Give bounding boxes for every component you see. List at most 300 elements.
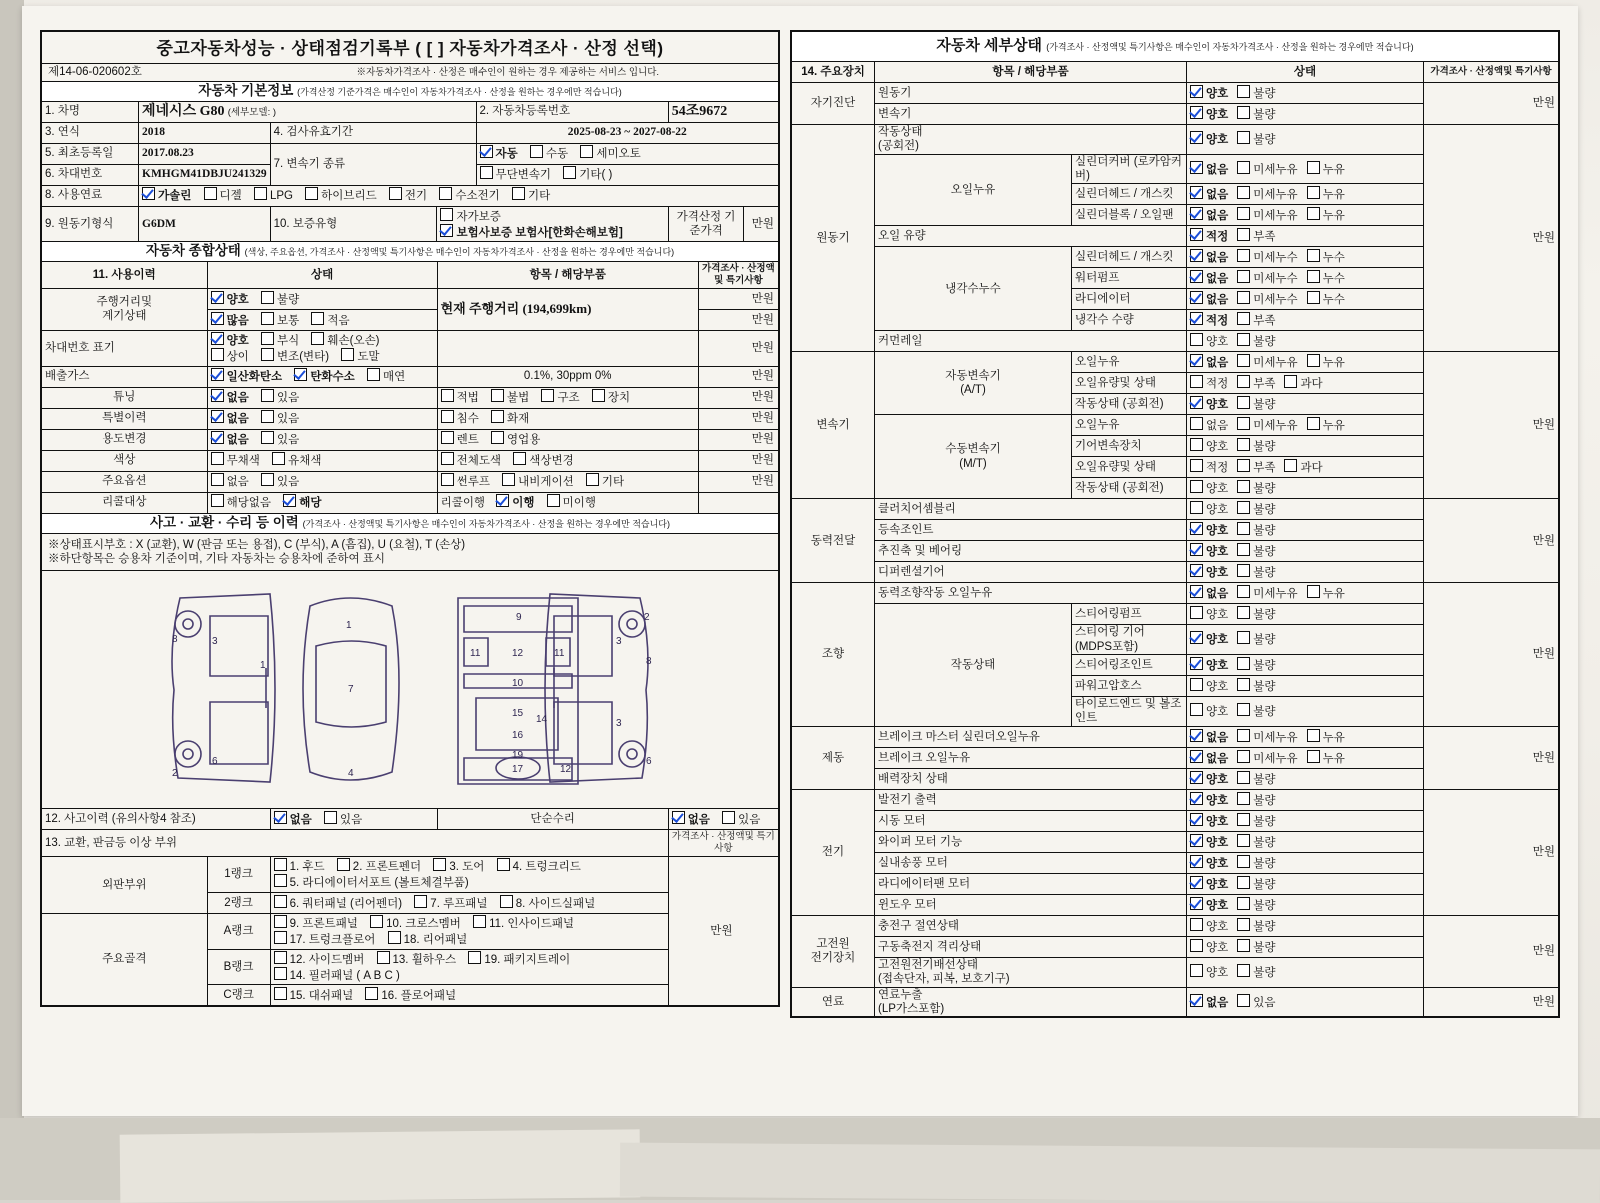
overall-special-state	[207, 408, 437, 429]
recall-prefix-label: 리콜이행	[440, 497, 486, 510]
detail-state-options	[1187, 310, 1424, 331]
rank-label-2: 2랭크	[207, 892, 270, 913]
opt-part-crossmember[interactable]: 10. 크로스멤버	[370, 915, 461, 931]
opt-미세누유[interactable]: 미세누유	[1237, 207, 1297, 223]
opt-양호[interactable]: 양호	[1190, 501, 1228, 517]
opt-누수[interactable]: 누수	[1307, 270, 1345, 286]
opt-양호[interactable]: 양호	[1190, 834, 1228, 850]
opt-미세누유[interactable]: 미세누유	[1237, 729, 1297, 745]
opt-불량[interactable]: 불량	[1237, 85, 1275, 101]
opt-양호[interactable]: 양호	[1190, 771, 1228, 787]
detail-section-price: 만원	[1424, 352, 1560, 499]
opt-part-floorpanel[interactable]: 16. 플로어패널	[365, 987, 456, 1003]
opt-part-trunkfloor[interactable]: 17. 트렁크플로어	[274, 931, 376, 947]
opt-usage-rent[interactable]: 렌트	[441, 431, 479, 447]
opt-양호[interactable]: 양호	[1190, 939, 1228, 955]
field-value-inspection: 2025-08-23 ~ 2027-08-22	[476, 122, 779, 143]
opt-미세누유[interactable]: 미세누유	[1237, 417, 1297, 433]
opt-누유[interactable]: 누유	[1307, 207, 1345, 223]
opt-없음[interactable]: 없음	[1190, 161, 1228, 177]
detail-section-7: 고전원 전기장치	[791, 915, 875, 987]
overall-recall-price	[698, 492, 779, 513]
opt-불량[interactable]: 불량	[1237, 480, 1275, 496]
opt-mileage-many[interactable]: 많음	[211, 312, 249, 328]
opt-recall-na[interactable]: 해당없음	[211, 494, 271, 510]
opt-부족[interactable]: 부족	[1237, 375, 1275, 391]
opt-mileage-few[interactable]: 적음	[311, 312, 349, 328]
detail-state-options	[1187, 726, 1424, 747]
svg-text:10: 10	[512, 677, 524, 689]
detail-section-1: 원동기	[791, 124, 875, 352]
opt-불량[interactable]: 불량	[1237, 564, 1275, 580]
opt-part-dashpanel[interactable]: 15. 대쉬패널	[274, 987, 354, 1003]
opt-양호[interactable]: 양호	[1190, 657, 1228, 673]
detail-subitem-label: 실린더블록 / 오일팬	[1072, 205, 1187, 226]
opt-part-rearpanel[interactable]: 18. 리어패널	[388, 931, 468, 947]
field-value-year: 2018	[139, 122, 271, 143]
overall-usage-state	[207, 429, 437, 450]
detail-table	[790, 30, 1560, 1018]
opt-없음[interactable]: 없음	[1190, 207, 1228, 223]
opt-tuning-yes[interactable]: 있음	[261, 389, 299, 405]
opt-part-insidepanel[interactable]: 11. 인사이드패널	[473, 915, 574, 931]
overall-tuning-price: 만원	[698, 387, 779, 408]
field-value-firstreg: 2017.08.23	[139, 143, 271, 164]
svg-text:7: 7	[348, 683, 354, 695]
opt-vin-erased[interactable]: 도말	[341, 348, 379, 364]
opt-불량[interactable]: 불량	[1237, 606, 1275, 622]
opt-transmission-semiauto[interactable]: 세미오토	[580, 145, 640, 161]
detail-subitem-label: 오일유량및 상태	[1072, 373, 1187, 394]
detail-state-options	[1187, 289, 1424, 310]
opt-tuning-device[interactable]: 장치	[592, 389, 630, 405]
svg-text:3: 3	[616, 635, 622, 647]
opt-mileage-good[interactable]: 양호	[211, 291, 249, 307]
opt-없음[interactable]: 없음	[1190, 186, 1228, 202]
detail-state-options	[1187, 103, 1424, 124]
detail-section-3: 동력전달	[791, 499, 875, 583]
opt-양호[interactable]: 양호	[1190, 131, 1228, 147]
detail-state-options	[1187, 394, 1424, 415]
opt-tuning-none[interactable]: 없음	[211, 389, 249, 405]
opt-special-flood[interactable]: 침수	[441, 410, 479, 426]
overall-tuning-item	[437, 387, 698, 408]
opt-part-hood[interactable]: 1. 후드	[274, 858, 325, 874]
detail-item-label: 등속조인트	[875, 520, 1187, 541]
opt-mileage-bad[interactable]: 불량	[261, 291, 299, 307]
overall-row-usage-label: 용도변경	[41, 429, 207, 450]
accident-history-label: 12. 사고이력 (유의사항4 참조)	[41, 809, 270, 830]
opt-누유[interactable]: 누유	[1307, 585, 1345, 601]
opt-color-chromatic[interactable]: 유채색	[272, 452, 321, 468]
opt-불량[interactable]: 불량	[1237, 897, 1275, 913]
opt-part-quarterpanel[interactable]: 6. 쿼터패널 (리어펜더)	[274, 895, 403, 911]
opt-part-packagetray[interactable]: 19. 패키지트레이	[468, 951, 570, 967]
opt-양호[interactable]: 양호	[1190, 106, 1228, 122]
opt-불량[interactable]: 불량	[1237, 657, 1275, 673]
car-diagram-svg	[60, 576, 760, 804]
opt-emission-co[interactable]: 일산화탄소	[211, 368, 283, 384]
overall-header-item: 항목 / 해당부품	[437, 262, 698, 289]
opt-recall-done[interactable]: 이행	[496, 494, 534, 510]
opt-vin-altered[interactable]: 변조(변타)	[261, 348, 329, 364]
opt-부족[interactable]: 부족	[1237, 228, 1275, 244]
opt-transmission-auto[interactable]: 자동	[480, 145, 518, 161]
detail-item-label: 배력장치 상태	[875, 768, 1187, 789]
left-page-column	[40, 30, 780, 1007]
opt-fuel-gasoline[interactable]: 가솔린	[142, 187, 191, 203]
opt-누유[interactable]: 누유	[1307, 354, 1345, 370]
opt-part-trunklid[interactable]: 4. 트렁크리드	[497, 858, 581, 874]
detail-item-label: 라디에이터팬 모터	[875, 873, 1187, 894]
overall-color-item	[437, 450, 698, 471]
svg-text:2: 2	[644, 611, 650, 623]
opt-적정[interactable]: 적정	[1190, 228, 1228, 244]
opt-recall-applicable[interactable]: 해당	[283, 494, 321, 510]
opt-누수[interactable]: 누수	[1307, 249, 1345, 265]
opt-미세누유[interactable]: 미세누유	[1237, 354, 1297, 370]
rank-items-1	[270, 857, 668, 893]
detail-item-label: 클러치어셈블리	[875, 499, 1187, 520]
overall-mileage-price: 만원	[698, 288, 779, 309]
opt-emission-hc[interactable]: 탄화수소	[294, 368, 354, 384]
opt-불량[interactable]: 불량	[1237, 333, 1275, 349]
detail-item-label: 오일 유량	[875, 226, 1187, 247]
field-label-enginetype: 9. 원동기형식	[41, 206, 139, 242]
detail-section-4: 조향	[791, 583, 875, 727]
opt-part-door[interactable]: 3. 도어	[433, 858, 484, 874]
opt-미세누수[interactable]: 미세누수	[1237, 270, 1297, 286]
opt-part-frontfender[interactable]: 2. 프론트펜더	[337, 858, 421, 874]
detail-header-item: 항목 / 해당부품	[875, 61, 1187, 82]
opt-special-yes[interactable]: 있음	[261, 410, 299, 426]
detail-state-options	[1187, 268, 1424, 289]
detail-row	[791, 82, 1559, 103]
field-label-carname: 1. 차명	[41, 101, 139, 122]
detail-item-label: 고전원전기배선상태 (접속단자, 피복, 보호기구)	[875, 957, 1187, 987]
detail-item-label: 시동 모터	[875, 810, 1187, 831]
left-edge-strip	[0, 0, 24, 1200]
opt-불량[interactable]: 불량	[1237, 813, 1275, 829]
opt-vin-damage[interactable]: 훼손(오손)	[311, 332, 379, 348]
opt-양호[interactable]: 양호	[1190, 678, 1228, 694]
opt-누유[interactable]: 누유	[1307, 729, 1345, 745]
detail-section-0: 자기진단	[791, 82, 875, 124]
overall-row-mileage-label: 주행거리및 계기상태	[41, 288, 207, 330]
overall-row-color-label: 색상	[41, 450, 207, 471]
opt-accident-none[interactable]: 없음	[274, 811, 312, 827]
overall-mileage-price2: 만원	[698, 309, 779, 330]
opt-fuel-hydrogen[interactable]: 수소전기	[439, 187, 499, 203]
opt-없음[interactable]: 없음	[1190, 994, 1228, 1010]
opt-양호[interactable]: 양호	[1190, 333, 1228, 349]
opt-불량[interactable]: 불량	[1237, 131, 1275, 147]
detail-section-price: 만원	[1424, 124, 1560, 352]
opt-불량[interactable]: 불량	[1237, 501, 1275, 517]
opt-양호[interactable]: 양호	[1190, 438, 1228, 454]
overall-emission-item: 0.1%, 30ppm 0%	[437, 366, 698, 387]
opt-불량[interactable]: 불량	[1237, 918, 1275, 934]
opt-tuning-illegal[interactable]: 불법	[491, 389, 529, 405]
detail-subitem-label: 스티어링펌프	[1072, 604, 1187, 625]
detail-state-options	[1187, 625, 1424, 655]
opt-없음[interactable]: 없음	[1190, 291, 1228, 307]
svg-text:4: 4	[348, 767, 354, 779]
opt-부족[interactable]: 부족	[1237, 459, 1275, 475]
opt-tuning-structure[interactable]: 구조	[541, 389, 579, 405]
detail-item-label: 브레이크 마스터 실린더오일누유	[875, 726, 1187, 747]
opt-양호[interactable]: 양호	[1190, 85, 1228, 101]
opt-양호[interactable]: 양호	[1190, 897, 1228, 913]
opt-미세누수[interactable]: 미세누수	[1237, 249, 1297, 265]
detail-subitem-label: 스티어링 기어 (MDPS포함)	[1072, 625, 1187, 655]
detail-state-options	[1187, 415, 1424, 436]
opt-양호[interactable]: 양호	[1190, 631, 1228, 647]
detail-row	[791, 987, 1559, 1017]
opt-누유[interactable]: 누유	[1307, 161, 1345, 177]
opt-navigation[interactable]: 내비게이션	[502, 473, 574, 489]
detail-rows-body	[791, 82, 1559, 1017]
opt-vin-corrosion[interactable]: 부식	[261, 332, 299, 348]
opt-part-wheelhouse[interactable]: 13. 휠하우스	[377, 951, 457, 967]
overall-mileage-item: 현재 주행거리 (194,699km)	[437, 288, 698, 330]
opt-불량[interactable]: 불량	[1237, 106, 1275, 122]
rank-items-2	[270, 892, 668, 913]
opt-미세누유[interactable]: 미세누유	[1237, 750, 1297, 766]
opt-color-fullpaint[interactable]: 전체도색	[441, 452, 501, 468]
opt-mainopt-none[interactable]: 없음	[211, 473, 249, 489]
opt-fuel-electric[interactable]: 전기	[389, 187, 427, 203]
opt-accident-yes[interactable]: 있음	[324, 811, 362, 827]
opt-누유[interactable]: 누유	[1307, 417, 1345, 433]
opt-simplerepair-yes[interactable]: 있음	[722, 811, 760, 827]
opt-part-sidesill[interactable]: 8. 사이드실패널	[500, 895, 595, 911]
opt-simplerepair-none[interactable]: 없음	[672, 811, 710, 827]
detail-state-options	[1187, 831, 1424, 852]
opt-양호[interactable]: 양호	[1190, 813, 1228, 829]
detail-state-options	[1187, 655, 1424, 676]
overall-options-item	[437, 471, 698, 492]
opt-양호[interactable]: 양호	[1190, 543, 1228, 559]
opt-special-none[interactable]: 없음	[211, 410, 249, 426]
opt-양호[interactable]: 양호	[1190, 606, 1228, 622]
opt-usage-none[interactable]: 없음	[211, 431, 249, 447]
overall-header-state: 상태	[207, 262, 437, 289]
overall-row-recall-label: 리콜대상	[41, 492, 207, 513]
opt-part-pillarpanel[interactable]: 14. 필러패널 ( A B C )	[274, 967, 400, 983]
detail-state-options	[1187, 247, 1424, 268]
opt-과다[interactable]: 과다	[1284, 375, 1322, 391]
opt-불량[interactable]: 불량	[1237, 834, 1275, 850]
opt-vin-diff[interactable]: 상이	[211, 348, 249, 364]
opt-불량[interactable]: 불량	[1237, 964, 1275, 980]
opt-fuel-hybrid[interactable]: 하이브리드	[305, 187, 377, 203]
opt-불량[interactable]: 불량	[1237, 438, 1275, 454]
opt-usage-yes[interactable]: 있음	[261, 431, 299, 447]
opt-vin-good[interactable]: 양호	[211, 332, 249, 348]
opt-mileage-normal[interactable]: 보통	[261, 312, 299, 328]
opt-양호[interactable]: 양호	[1190, 918, 1228, 934]
detail-subitem-label: 워터펌프	[1072, 268, 1187, 289]
opt-fuel-lpg[interactable]: LPG	[254, 187, 293, 203]
detail-state-options	[1187, 789, 1424, 810]
opt-part-frontpanel[interactable]: 9. 프론트패널	[274, 915, 358, 931]
detail-state-options	[1187, 331, 1424, 352]
detail-section-price: 만원	[1424, 987, 1560, 1017]
opt-양호[interactable]: 양호	[1190, 792, 1228, 808]
opt-양호[interactable]: 양호	[1190, 855, 1228, 871]
opt-누유[interactable]: 누유	[1307, 750, 1345, 766]
opt-적정[interactable]: 적정	[1190, 312, 1228, 328]
opt-fuel-diesel[interactable]: 디젤	[204, 187, 242, 203]
opt-불량[interactable]: 불량	[1237, 631, 1275, 647]
opt-transmission-cvt[interactable]: 무단변속기	[480, 166, 552, 182]
opt-없음[interactable]: 없음	[1190, 270, 1228, 286]
opt-과다[interactable]: 과다	[1284, 459, 1322, 475]
opt-양호[interactable]: 양호	[1190, 480, 1228, 496]
svg-text:3: 3	[616, 717, 622, 729]
opt-누유[interactable]: 누유	[1307, 186, 1345, 202]
detail-item-label: 실내송풍 모터	[875, 852, 1187, 873]
detail-state-options	[1187, 520, 1424, 541]
opt-불량[interactable]: 불량	[1237, 522, 1275, 538]
rank-label-a: A랭크	[207, 913, 270, 949]
opt-emission-smoke[interactable]: 매연	[367, 368, 405, 384]
detail-item-label: 작동상태	[875, 604, 1072, 727]
svg-text:8: 8	[172, 633, 178, 645]
detail-item-label: 냉각수누수	[875, 247, 1072, 331]
field-label-regno: 2. 자동차등록번호	[476, 101, 668, 122]
document-title-note: ※자동차가격조사 · 산정은 매수인이 원하는 경우 제공하는 서비스 입니다.	[356, 66, 660, 78]
opt-있음[interactable]: 있음	[1237, 994, 1275, 1010]
group-label-outer: 외판부위	[41, 857, 207, 914]
detail-row	[791, 726, 1559, 747]
field-value-enginetype: G6DM	[139, 206, 271, 242]
opt-usage-commercial[interactable]: 영업용	[491, 431, 540, 447]
detail-state-options	[1187, 541, 1424, 562]
opt-color-achromatic[interactable]: 무채색	[211, 452, 260, 468]
opt-양호[interactable]: 양호	[1190, 964, 1228, 980]
detail-subitem-label: 오일누유	[1072, 415, 1187, 436]
svg-text:19: 19	[512, 749, 524, 761]
field-value-vin: KMHGM41DBJU241329	[139, 164, 271, 185]
rank-label-1: 1랭크	[207, 857, 270, 893]
opt-불량[interactable]: 불량	[1237, 855, 1275, 871]
exchange-section-label: 13. 교환, 판금등 이상 부위	[41, 830, 668, 857]
opt-누수[interactable]: 누수	[1307, 291, 1345, 307]
detail-state-options	[1187, 810, 1424, 831]
opt-fuel-etc[interactable]: 기타	[512, 187, 550, 203]
opt-양호[interactable]: 양호	[1190, 522, 1228, 538]
opt-적정[interactable]: 적정	[1190, 375, 1228, 391]
overall-options-state	[207, 471, 437, 492]
opt-양호[interactable]: 양호	[1190, 564, 1228, 580]
opt-tuning-legal[interactable]: 적법	[441, 389, 479, 405]
opt-없음[interactable]: 없음	[1190, 750, 1228, 766]
opt-transmission-etc[interactable]: 기타( )	[563, 166, 612, 182]
overall-row-special-label: 특별이력	[41, 408, 207, 429]
detail-subitem-label: 기어변속장치	[1072, 436, 1187, 457]
field-label-year: 3. 연식	[41, 122, 139, 143]
detail-subitem-label: 작동상태 (공회전)	[1072, 394, 1187, 415]
svg-text:11: 11	[554, 647, 565, 659]
opt-part-sidemember[interactable]: 12. 사이드멤버	[274, 951, 365, 967]
opt-없음[interactable]: 없음	[1190, 249, 1228, 265]
field-label-fuel: 8. 사용연료	[41, 185, 139, 206]
opt-불량[interactable]: 불량	[1237, 543, 1275, 559]
opt-special-fire[interactable]: 화재	[491, 410, 529, 426]
opt-양호[interactable]: 양호	[1190, 396, 1228, 412]
detail-state-options	[1187, 873, 1424, 894]
svg-text:8: 8	[646, 655, 652, 667]
detail-state-options	[1187, 352, 1424, 373]
opt-미세누수[interactable]: 미세누수	[1237, 291, 1297, 307]
field-fuel-options	[139, 185, 780, 206]
opt-recall-notdone[interactable]: 미이행	[547, 494, 596, 510]
opt-적정[interactable]: 적정	[1190, 459, 1228, 475]
opt-불량[interactable]: 불량	[1237, 703, 1275, 719]
opt-없음[interactable]: 없음	[1190, 417, 1228, 433]
opt-sunroof[interactable]: 썬루프	[441, 473, 490, 489]
detail-item-label: 원동기	[875, 82, 1187, 103]
detail-header-no: 14. 주요장치	[791, 61, 875, 82]
opt-warranty-self[interactable]: 자가보증	[440, 208, 500, 224]
overall-header-price: 가격조사 · 산정액및 특기사항	[698, 262, 779, 289]
detail-section-price: 만원	[1424, 583, 1560, 727]
overall-band: 자동차 종합상태 (색상, 주요옵션, 가격조사 · 산정액및 특기사항은 매수인이 자동차가격조사 · 산정을 원하는 경우에만 적습니다)	[41, 242, 779, 262]
detail-item-label: 디퍼렌셜기어	[875, 562, 1187, 583]
field-label-inspection: 4. 검사유효기간	[270, 122, 476, 143]
detail-section-price: 만원	[1424, 789, 1560, 915]
detail-section-price: 만원	[1424, 82, 1560, 124]
opt-불량[interactable]: 불량	[1237, 876, 1275, 892]
opt-없음[interactable]: 없음	[1190, 354, 1228, 370]
detail-band: 자동차 세부상태 (가격조사 · 산정액및 특기사항은 매수인이 자동차가격조사 · 산정을 원하는 경우에만 적습니다)	[791, 31, 1559, 61]
opt-warranty-insurance[interactable]: 보험사보증 보험사[한화손해보험]	[440, 224, 622, 240]
accident-note-1: ※상태표시부호 : X (교환), W (판금 또는 용접), C (부식), A (흠집), U (요철), T (손상)	[48, 538, 466, 551]
opt-불량[interactable]: 불량	[1237, 396, 1275, 412]
opt-미세누유[interactable]: 미세누유	[1237, 161, 1297, 177]
opt-mainopt-yes[interactable]: 있음	[261, 473, 299, 489]
detail-subitem-label: 실린더커버 (로카암커버)	[1072, 154, 1187, 184]
opt-part-radiatorsupport[interactable]: 5. 라디에이터서포트 (볼트체결부품)	[274, 874, 469, 890]
document-number: 제14-06-020602호	[48, 66, 142, 79]
svg-text:12: 12	[560, 763, 572, 775]
detail-subitem-label: 실린더헤드 / 개스킷	[1072, 184, 1187, 205]
opt-불량[interactable]: 불량	[1237, 939, 1275, 955]
opt-불량[interactable]: 불량	[1237, 678, 1275, 694]
opt-color-changed[interactable]: 색상변경	[513, 452, 573, 468]
field-value-baseprice-unit: 만원	[744, 206, 779, 242]
overall-row-options-label: 주요옵션	[41, 471, 207, 492]
opt-transmission-manual[interactable]: 수동	[530, 145, 568, 161]
opt-part-roofpanel[interactable]: 7. 루프패널	[414, 895, 487, 911]
opt-미세누유[interactable]: 미세누유	[1237, 585, 1297, 601]
detail-header-state: 상태	[1187, 61, 1424, 82]
opt-양호[interactable]: 양호	[1190, 703, 1228, 719]
opt-option-etc[interactable]: 기타	[586, 473, 624, 489]
overall-usage-item	[437, 429, 698, 450]
opt-미세누유[interactable]: 미세누유	[1237, 186, 1297, 202]
opt-양호[interactable]: 양호	[1190, 876, 1228, 892]
opt-부족[interactable]: 부족	[1237, 312, 1275, 328]
opt-없음[interactable]: 없음	[1190, 585, 1228, 601]
opt-불량[interactable]: 불량	[1237, 792, 1275, 808]
opt-불량[interactable]: 불량	[1237, 771, 1275, 787]
opt-없음[interactable]: 없음	[1190, 729, 1228, 745]
detail-state-options	[1187, 747, 1424, 768]
right-page-column	[790, 30, 1560, 1018]
